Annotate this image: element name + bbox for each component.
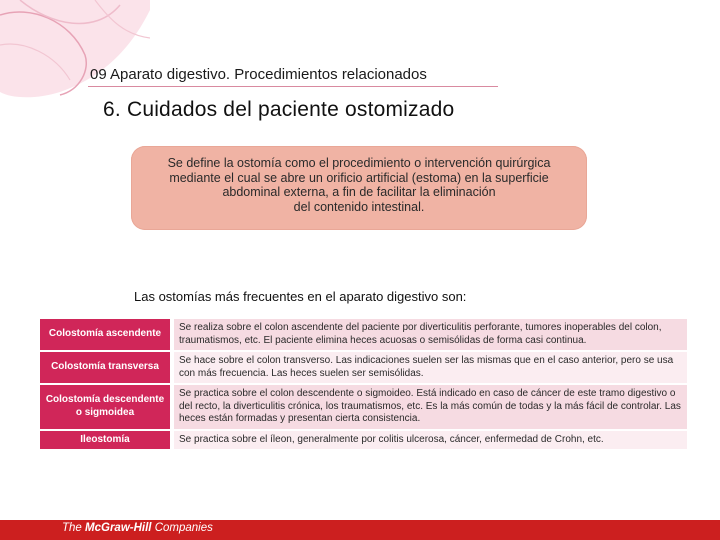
definition-line: abdominal externa, a fin de facilitar la eliminación bbox=[222, 185, 496, 199]
slide-title: 6. Cuidados del paciente ostomizado bbox=[103, 98, 455, 121]
ostomy-description-cell: Se realiza sobre el colon ascendente del paciente por diverticulitis perforante, tumores inoperables del colon, traumatismos, etc. El paciente elimina heces acuosas o semisólidas de forma casi continua. bbox=[172, 319, 687, 351]
ostomy-type-cell: Colostomía transversa bbox=[40, 351, 172, 384]
logo-brand: McGraw-Hill bbox=[85, 522, 152, 534]
table-row bbox=[40, 351, 687, 384]
footer-bar bbox=[0, 520, 720, 540]
ostomy-description-cell: Se practica sobre el íleon, generalmente por colitis ulcerosa, cáncer, enfermedad de Crohn, etc. bbox=[172, 430, 687, 451]
definition-line: mediante el cual se abre un orificio artificial (estoma) en la superficie bbox=[169, 170, 549, 185]
table-row bbox=[40, 319, 687, 351]
definition-line: Se define la ostomía como el procedimiento o intervención quirúrgica bbox=[167, 156, 551, 170]
logo-prefix: The bbox=[62, 522, 82, 534]
publisher-logo bbox=[62, 522, 213, 534]
chapter-underline bbox=[88, 86, 498, 87]
ostomy-description-cell: Se practica sobre el colon descendente o sigmoideo. Está indicado en caso de cáncer de este tramo digestivo o del recto, la diverticulitis crónica, los traumatismos, etc. Es la más común de todas y la más fácil de controlar. Las heces están formadas y presentan cierta consistencia. bbox=[172, 384, 687, 430]
ostomy-table bbox=[40, 319, 687, 451]
decorative-petal-graphic bbox=[0, 0, 150, 100]
definition-text bbox=[141, 156, 577, 214]
table-row bbox=[40, 430, 687, 451]
ostomy-description-cell: Se hace sobre el colon transverso. Las indicaciones suelen ser las mismas que en el caso anterior, pero se usa con más frecuencia. Las heces suelen ser semisólidas. bbox=[172, 351, 687, 384]
definition-line: del contenido intestinal. bbox=[293, 199, 425, 214]
ostomy-type-cell: Ileostomía bbox=[40, 430, 172, 451]
ostomy-type-cell: Colostomía descendente o sigmoidea bbox=[40, 384, 172, 430]
definition-box bbox=[131, 146, 587, 230]
chapter-heading: 09 Aparato digestivo. Procedimientos relacionados bbox=[90, 66, 427, 83]
ostomy-intro-text: Las ostomías más frecuentes en el aparato digestivo son: bbox=[134, 289, 467, 304]
logo-suffix: Companies bbox=[154, 522, 213, 534]
ostomy-type-cell: Colostomía ascendente bbox=[40, 319, 172, 351]
table-row bbox=[40, 384, 687, 430]
